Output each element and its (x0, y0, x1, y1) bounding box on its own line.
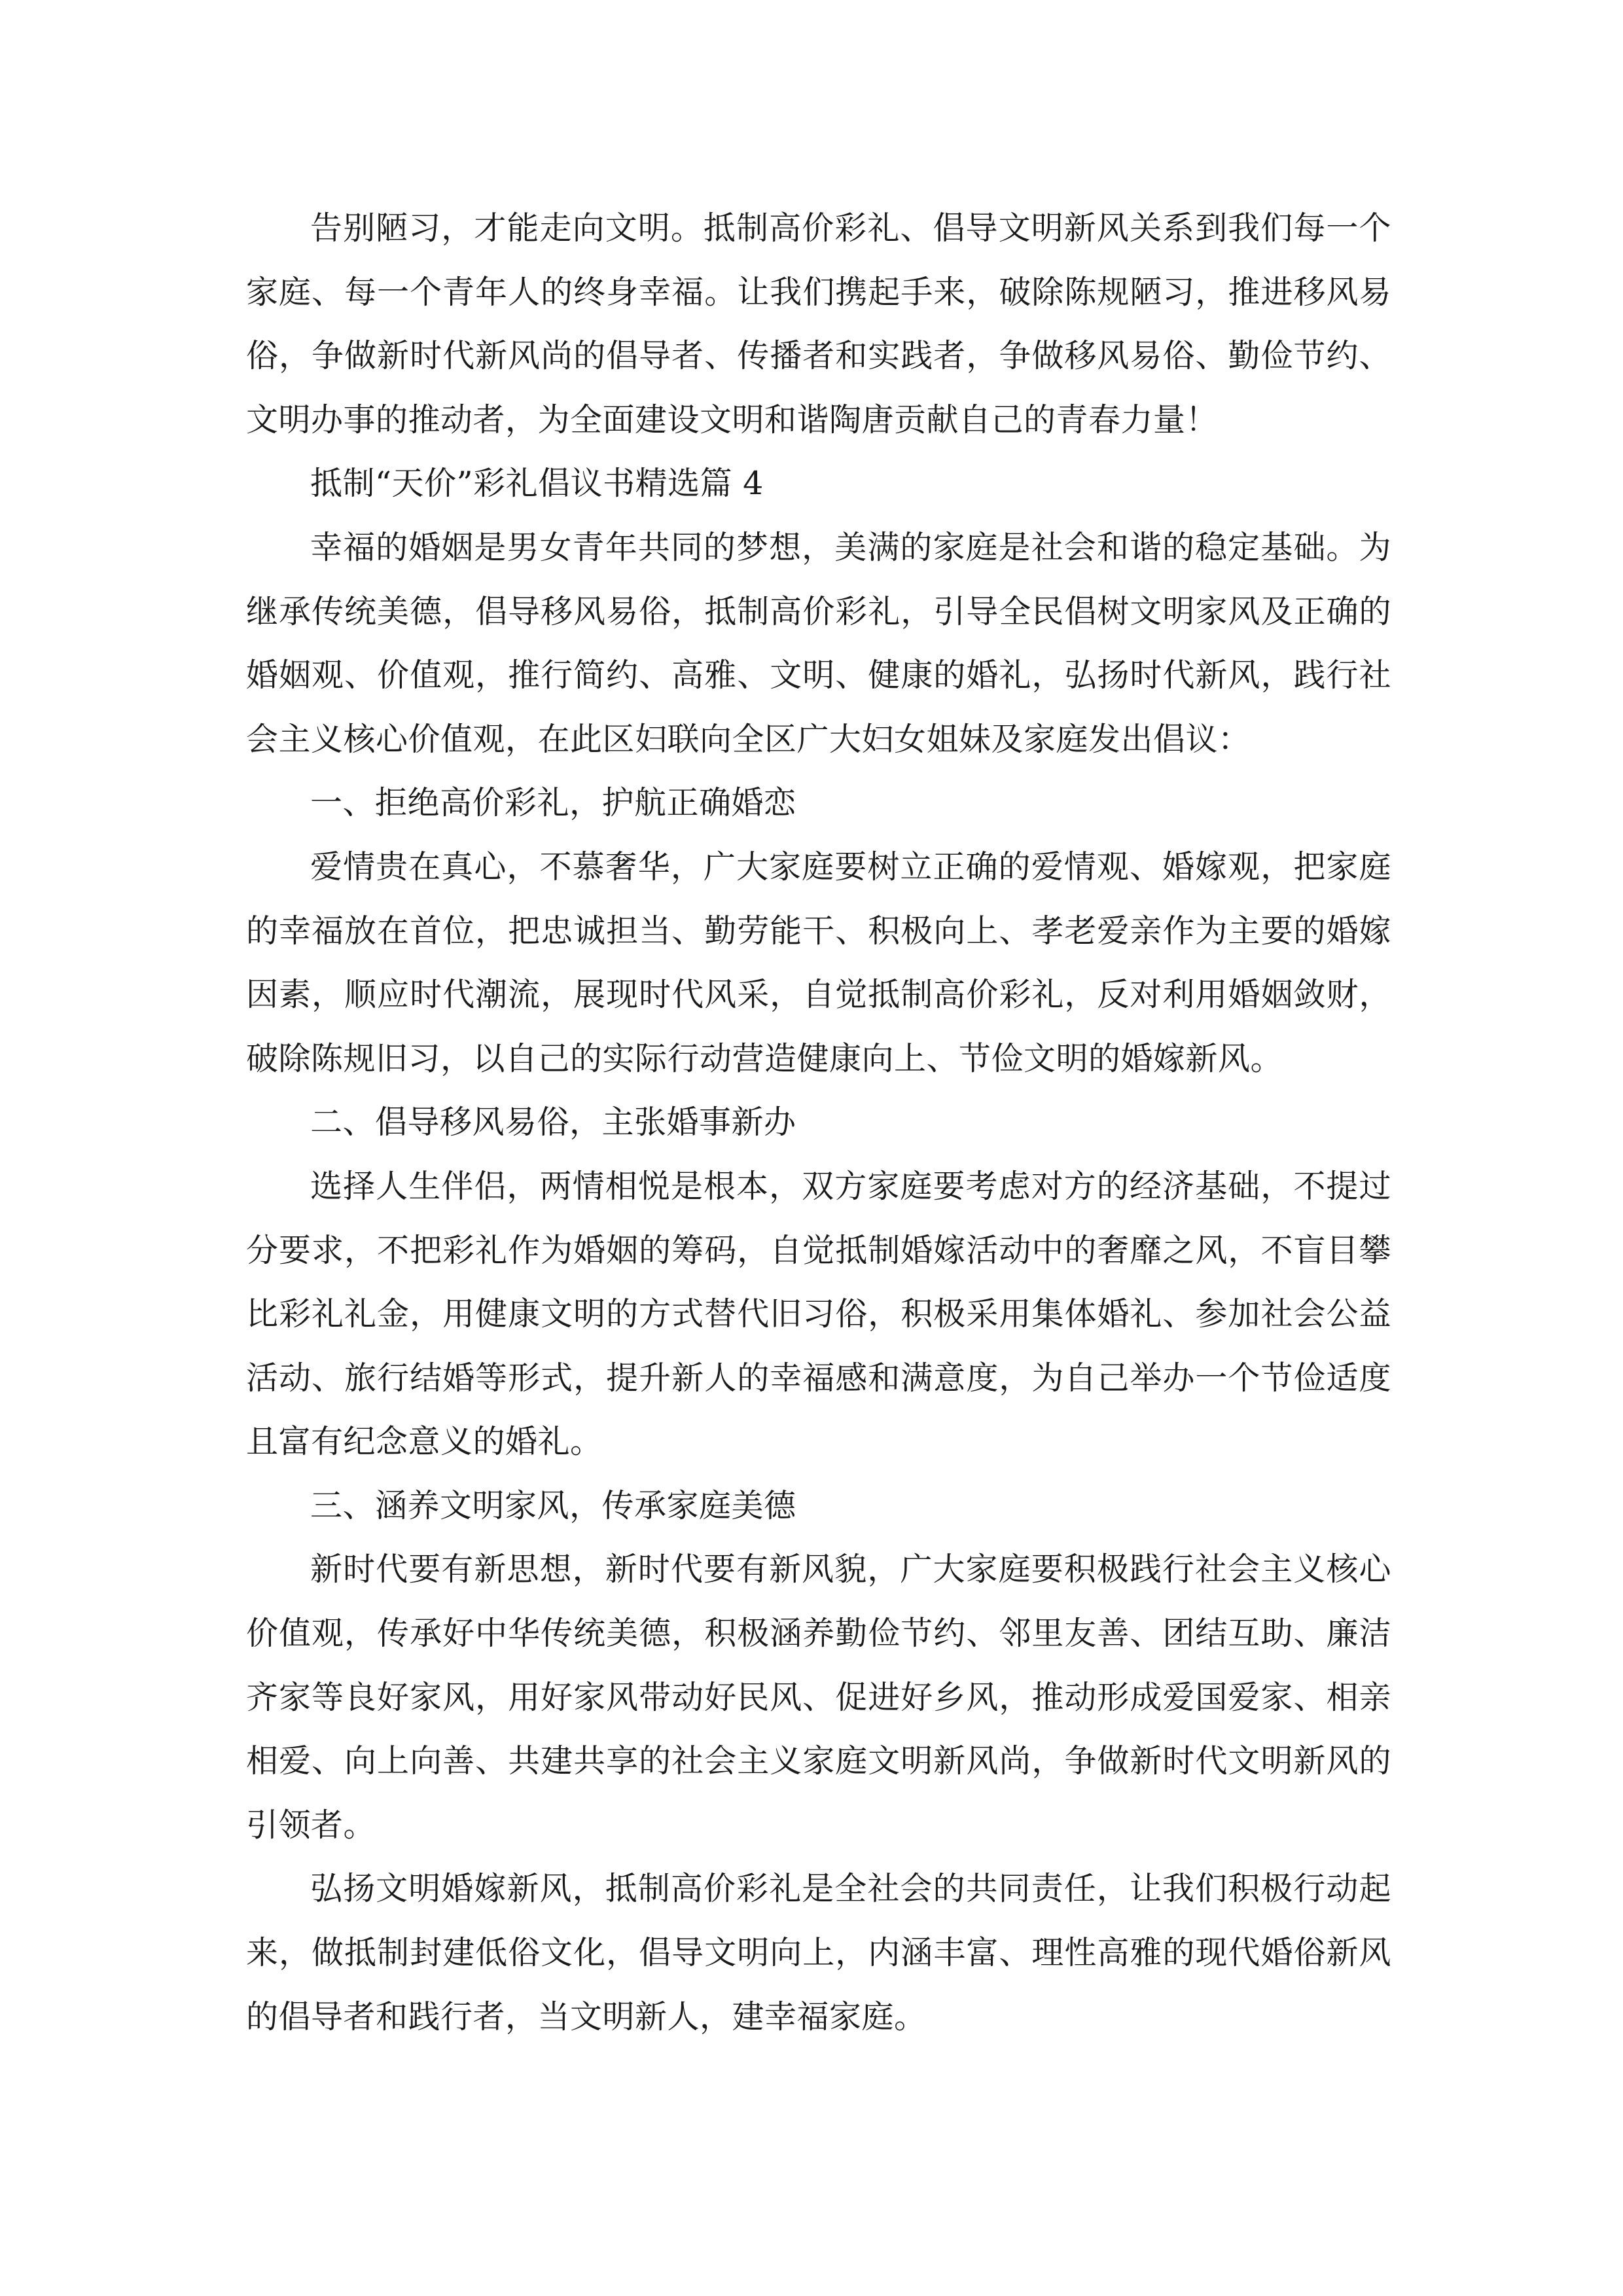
section-heading-3: 三、涵养文明家风，传承家庭美德 (310, 1486, 796, 1524)
paragraph-conclusion: 弘扬文明婚嫁新风，抵制高价彩礼是全社会的共同责任，让我们积极行动起来，做抵制封建低俗文化，倡导文明向上，内涵丰富、理性高雅的现代婚俗新风的倡导者和践行者，当文明新人，建幸福家庭。 (246, 1870, 1391, 2036)
paragraph-closing-appeal: 告别陋习，才能走向文明。抵制高价彩礼、倡导文明新风关系到我们每一个家庭、每一个青年人的终身幸福。让我们携起手来，破除陈规陋习，推进移风易俗，争做新时代新风尚的倡导者、传播者和实践者，争做移风易俗、勤俭节约、文明办事的推动者，为全面建设文明和谐陶唐贡献自己的青春力量！ (246, 209, 1391, 439)
paragraph-section-3: 新时代要有新思想，新时代要有新风貌，广大家庭要积极践行社会主义核心价值观，传承好中华传统美德，积极涵养勤俭节约、邻里友善、团结互助、廉洁齐家等良好家风，用好家风带动好民风、促进好乡风，推动形成爱国爱家、相亲相爱、向上向善、共建共享的社会主义家庭文明新风尚，争做新时代文明新风的引领者。 (246, 1551, 1391, 1844)
section-title: 抵制“天价”彩礼倡议书精选篇 4 (310, 465, 764, 503)
document-body (246, 196, 1391, 2049)
paragraph-intro: 幸福的婚姻是男女青年共同的梦想，美满的家庭是社会和谐的稳定基础。为继承传统美德，倡导移风易俗，抵制高价彩礼，引导全民倡树文明家风及正确的婚姻观、价值观，推行简约、高雅、文明、健康的婚礼，弘扬时代新风，践行社会主义核心价值观，在此区妇联向全区广大妇女姐妹及家庭发出倡议： (246, 528, 1391, 758)
paragraph-section-2: 选择人生伴侣，两情相悦是根本，双方家庭要考虑对方的经济基础，不提过分要求，不把彩礼作为婚姻的筹码，自觉抵制婚嫁活动中的奢靡之风，不盲目攀比彩礼礼金，用健康文明的方式替代旧习俗，积极采用集体婚礼、参加社会公益活动、旅行结婚等形式，提升新人的幸福感和满意度，为自己举办一个节俭适度且富有纪念意义的婚礼。 (246, 1167, 1391, 1461)
section-heading-1: 一、拒绝高价彩礼，护航正确婚恋 (310, 784, 796, 822)
section-heading-2: 二、倡导移风易俗，主张婚事新办 (310, 1103, 796, 1141)
paragraph-section-1: 爱情贵在真心，不慕奢华，广大家庭要树立正确的爱情观、婚嫁观，把家庭的幸福放在首位，把忠诚担当、勤劳能干、积极向上、孝老爱亲作为主要的婚嫁因素，顺应时代潮流，展现时代风采，自觉抵制高价彩礼，反对利用婚姻敛财，破除陈规旧习，以自己的实际行动营造健康向上、节俭文明的婚嫁新风。 (246, 848, 1391, 1077)
